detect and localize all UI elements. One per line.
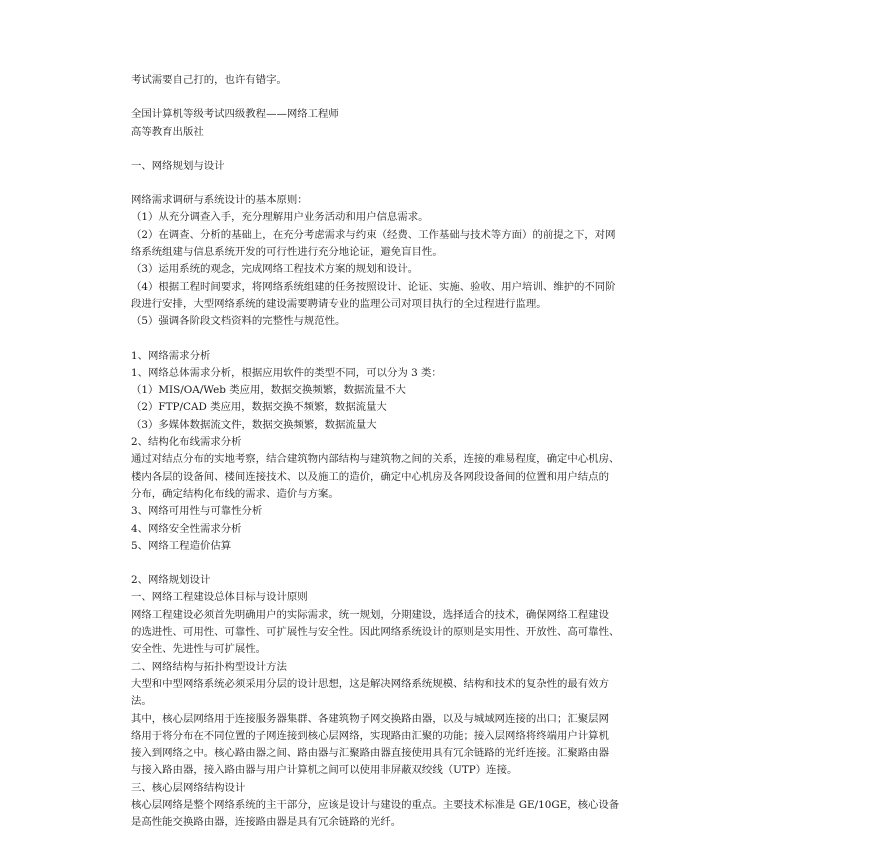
principle-line: （1）从充分调查入手，充分理解用户业务活动和用户信息需求。 (131, 211, 429, 224)
needs-line: 通过对结点分布的实地考察，结合建筑物内部结构与建筑物之间的关系，连接的难易程度，确定中心机房、 (131, 453, 620, 466)
spacer (131, 331, 746, 348)
needs-line: 楼内各层的设备间、楼间连接技术、以及施工的造价，确定中心机房及各网段设备间的位置和用户结点的 (131, 470, 609, 483)
principle-line: （3）运用系统的观念，完成网络工程技术方案的规划和设计。 (131, 263, 419, 276)
planning-line: 的选进性、可用性、可靠性、可扩展性与安全性。因此网络系统设计的原则是实用性、开放性、高可靠性、 (131, 626, 620, 639)
needs-line: 3、网络可用性与可靠性分析 (131, 505, 263, 518)
needs-line: 4、网络安全性需求分析 (131, 522, 242, 535)
planning-line: 二、网络结构与拓扑构型设计方法 (131, 660, 287, 673)
principle-line: 段进行安排，大型网络系统的建设需要聘请专业的监理公司对项目执行的全过程进行监理。 (131, 297, 547, 310)
needs-line: 1、网络总体需求分析，根据应用软件的类型不同，可以分为 3 类： (131, 366, 442, 379)
planning-line: 法。 (131, 695, 152, 708)
planning-line: 络用于将分布在不同位置的子网连接到核心层网络，实现路由汇聚的功能；接入层网络将终端用户计算机 (131, 729, 609, 742)
document-page (131, 72, 746, 832)
planning-line: 三、核心层网络结构设计 (131, 781, 246, 794)
principle-line: （2）在调查、分析的基础上，在充分考虑需求与约束（经费、工作基础与技术等方面）的前提之下，对网 (131, 228, 616, 241)
needs-line: （3）多媒体数据流文件，数据交换频繁，数据流量大 (131, 418, 377, 431)
spacer (131, 141, 746, 158)
planning-heading: 2、网络规划设计 (131, 574, 211, 587)
planning-line: 核心层网络是整个网络系统的主干部分，应该是设计与建设的重点。主要技术标准是 GE/10GE，核心设备 (131, 798, 620, 811)
planning-line: 是高性能交换路由器，连接路由器是具有冗余链路的光纤。 (131, 816, 402, 829)
needs-line: （2）FTP/CAD 类应用，数据交换不频繁，数据流量大 (131, 401, 387, 414)
needs-line: （1）MIS/OA/Web 类应用，数据交换频繁，数据流量不大 (131, 384, 406, 397)
principle-line: （5）强调各阶段文档资料的完整性与规范性。 (131, 315, 346, 328)
needs-line: 2、结构化布线需求分析 (131, 436, 242, 449)
planning-line: 安全性、先进性与可扩展性。 (131, 643, 267, 656)
planning-line: 大型和中型网络系统必须采用分层的设计思想，这是解决网络系统规模、结构和技术的复杂性的最有效方 (131, 677, 609, 690)
needs-line: 5、网络工程造价估算 (131, 539, 232, 552)
principles-heading: 网络需求调研与系统设计的基本原则： (131, 194, 308, 207)
planning-line: 网络工程建设必须首先明确用户的实际需求，统一规划，分期建设，选择适合的技术，确保网络工程建设 (131, 608, 609, 621)
needs-heading: 1、网络需求分析 (131, 349, 211, 362)
book-title: 全国计算机等级考试四级教程——网络工程师 (131, 108, 339, 121)
planning-line: 其中，核心层网络用于连接服务器集群、各建筑物子网交换路由器，以及与城域网连接的出口；汇聚层网 (131, 712, 609, 725)
principle-line: 络系统组建与信息系统开发的可行性进行充分地论证，避免盲目性。 (131, 246, 443, 259)
publisher: 高等教育出版社 (131, 125, 204, 138)
principle-line: （4）根据工程时间要求，将网络系统组建的任务按照设计、论证、实施、验收、用户培训、维护的不同阶 (131, 280, 616, 293)
planning-line: 一、网络工程建设总体目标与设计原则 (131, 591, 308, 604)
spacer (131, 555, 746, 572)
intro-note: 考试需要自己打的，也许有错字。 (131, 74, 287, 86)
planning-line: 接入到网络之中。核心路由器之间、路由器与汇聚路由器直接使用具有冗余链路的光纤连接。汇聚路由器 (131, 747, 609, 760)
planning-line: 与接入路由器，接入路由器与用户计算机之间可以使用非屏蔽双绞线（UTP）连接。 (131, 764, 518, 777)
needs-line: 分布，确定结构化布线的需求、造价与方案。 (131, 487, 339, 500)
section-title: 一、网络规划与设计 (131, 159, 225, 172)
spacer (131, 89, 746, 106)
spacer (131, 175, 746, 192)
